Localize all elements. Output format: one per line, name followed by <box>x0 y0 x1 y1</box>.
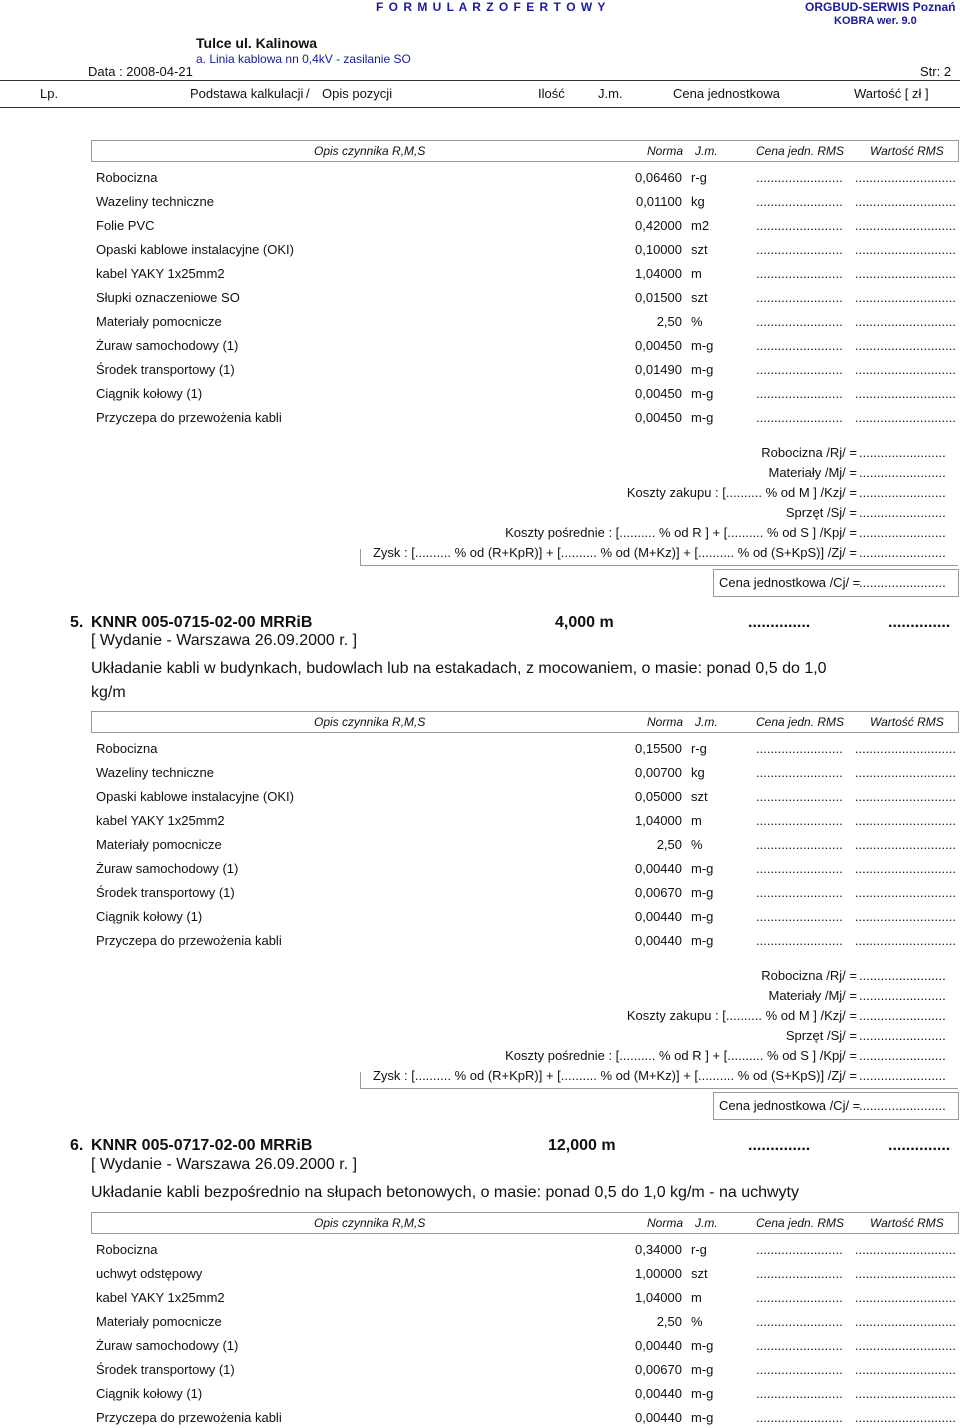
rms-row-name: Materiały pomocnicze <box>96 314 222 329</box>
rms-row-price: ........................ <box>756 789 843 804</box>
rms-row-price: ........................ <box>756 765 843 780</box>
rms-row-norm: 0,10000 <box>635 242 682 257</box>
summary-zysk: Zysk : [.......... % od (R+KpR)] + [.......... % od (M+Kz)] + [.......... % od (S+KpS)] /Zj/ = <box>372 545 857 560</box>
rms-row-price: ........................ <box>756 1266 843 1281</box>
rms-row <box>96 384 956 404</box>
summary-koszty-posrednie: Koszty pośrednie : [.......... % od R ] + [.......... % od S ] /Kpj/ = <box>505 525 857 540</box>
rms-row-unit: m <box>691 813 702 828</box>
rms-col-cena: Cena jedn. RMS <box>756 715 845 729</box>
rms-row-price: ........................ <box>756 314 843 329</box>
position-edition: [ Wydanie - Warszawa 26.09.2000 r. ] <box>91 1156 358 1173</box>
col-basis: Podstawa kalkulacji <box>190 86 304 101</box>
rms-row-price: ........................ <box>756 1242 843 1257</box>
rms-row-price: ........................ <box>756 885 843 900</box>
rms-row-price: ........................ <box>756 386 843 401</box>
rms-row-price: ........................ <box>756 338 843 353</box>
rms-row <box>96 811 956 831</box>
position-number: 5. <box>70 614 84 631</box>
position-value: .............. <box>888 614 951 631</box>
rms-row-norm: 0,42000 <box>635 218 682 233</box>
rms-row-price: ........................ <box>756 242 843 257</box>
rms-row-price: ........................ <box>756 741 843 756</box>
summary-sprzet: Sprzęt /Sj/ = <box>785 1028 857 1043</box>
position-code: KNNR 005-0717-02-00 MRRiB <box>91 1137 313 1154</box>
rms-row-price: ........................ <box>756 837 843 852</box>
rms-row <box>96 360 956 380</box>
position-unit-price: .............. <box>748 1137 811 1154</box>
rms-row <box>96 931 956 951</box>
rms-row-value: ............................ <box>854 218 956 233</box>
project-title: Tulce ul. Kalinowa <box>196 35 318 51</box>
rms-row-value: ............................ <box>854 1338 956 1353</box>
software-version: KOBRA wer. 9.0 <box>834 15 917 27</box>
rms-row-value: ............................ <box>854 813 956 828</box>
rms-row <box>96 763 956 783</box>
rms-row-unit: % <box>691 837 703 852</box>
rms-row-name: Wazeliny techniczne <box>96 194 215 209</box>
rms-row-norm: 0,00440 <box>635 1386 682 1401</box>
rms-row-name: kabel YAKY 1x25mm2 <box>96 1290 225 1305</box>
col-slash: / <box>306 86 310 101</box>
rms-col-jm: J.m. <box>695 1216 718 1230</box>
rms-row-norm: 1,04000 <box>635 266 682 281</box>
rms-row-unit: m-g <box>691 933 714 948</box>
rms-row-value: ............................ <box>854 1362 956 1377</box>
rms-row-unit: m-g <box>691 338 714 353</box>
summary-bracket <box>360 549 958 566</box>
rms-row-norm: 0,01490 <box>635 362 682 377</box>
summary-sprzet: Sprzęt /Sj/ = <box>785 505 857 520</box>
rms-col-opis: Opis czynnika R,M,S <box>314 715 426 729</box>
rms-row-name: Słupki oznaczeniowe SO <box>96 290 240 305</box>
summary-koszty-posrednie: Koszty pośrednie : [.......... % od R ] + [.......... % od S ] /Kpj/ = <box>505 1048 857 1063</box>
col-desc: Opis pozycji <box>322 86 393 101</box>
rms-row-price: ........................ <box>756 266 843 281</box>
rms-row-unit: m-g <box>691 386 714 401</box>
rms-row-value: ............................ <box>854 933 956 948</box>
rms-row-unit: % <box>691 1314 703 1329</box>
page-number: Str: 2 <box>920 64 952 79</box>
rms-row-name: Folie PVC <box>96 218 155 233</box>
summary-koszty-zakupu-value: ........................ <box>859 1008 946 1023</box>
rms-col-wartosc: Wartość RMS <box>870 715 944 729</box>
rms-row <box>96 312 956 332</box>
rms-row-value: ............................ <box>854 338 956 353</box>
rms-row-name: Robocizna <box>96 741 158 756</box>
rms-row <box>96 1288 956 1308</box>
rms-row-norm: 0,00670 <box>635 885 682 900</box>
summary-materialy-value: ........................ <box>859 465 946 480</box>
document-date: Data : 2008-04-21 <box>88 64 193 79</box>
rms-row-name: Opaski kablowe instalacyjne (OKI) <box>96 242 294 257</box>
rms-row <box>96 1384 956 1404</box>
rms-row-price: ........................ <box>756 194 843 209</box>
unit-price-value: ........................ <box>859 1098 946 1113</box>
rms-row-name: Przyczepa do przewożenia kabli <box>96 410 282 425</box>
rms-row-unit: m2 <box>691 218 710 233</box>
rms-row <box>96 1336 956 1356</box>
rms-row-norm: 0,00450 <box>635 338 682 353</box>
form-title: F O R M U L A R Z O F E R T O W Y <box>376 0 607 14</box>
rms-row-name: Materiały pomocnicze <box>96 837 222 852</box>
rms-row-unit: szt <box>691 789 708 804</box>
position-number: 6. <box>70 1137 84 1154</box>
col-qty: Ilość <box>538 86 565 101</box>
rms-row-value: ............................ <box>854 290 956 305</box>
rms-row-norm: 0,34000 <box>635 1242 682 1257</box>
rms-row-norm: 1,04000 <box>635 1290 682 1305</box>
rms-row <box>96 168 956 188</box>
rms-row-name: Ciągnik kołowy (1) <box>96 909 203 924</box>
rms-row <box>96 787 956 807</box>
rms-row-norm: 0,00440 <box>635 909 682 924</box>
rms-row-price: ........................ <box>756 1362 843 1377</box>
rms-row-value: ............................ <box>854 242 956 257</box>
rms-row <box>96 1312 956 1332</box>
rms-row <box>96 264 956 284</box>
rms-row-value: ............................ <box>854 194 956 209</box>
rms-row-name: Żuraw samochodowy (1) <box>96 861 239 876</box>
rms-row-name: Środek transportowy (1) <box>96 362 235 377</box>
col-unit: J.m. <box>598 86 623 101</box>
rms-row-norm: 1,04000 <box>635 813 682 828</box>
rms-row <box>96 1360 956 1380</box>
rms-row <box>96 835 956 855</box>
rms-row-price: ........................ <box>756 861 843 876</box>
rms-row-norm: 0,01500 <box>635 290 682 305</box>
rms-table-header <box>91 140 959 162</box>
rms-row-name: Ciągnik kołowy (1) <box>96 1386 203 1401</box>
summary-zysk: Zysk : [.......... % od (R+KpR)] + [.......... % od (M+Kz)] + [.......... % od (S+KpS)] /Zj/ = <box>372 1068 857 1083</box>
rms-row-unit: kg <box>691 194 705 209</box>
rms-row-name: Ciągnik kołowy (1) <box>96 386 203 401</box>
rms-row-value: ............................ <box>854 410 956 425</box>
position-unit-price: .............. <box>748 614 811 631</box>
rms-row-value: ............................ <box>854 1386 956 1401</box>
col-lp: Lp. <box>40 86 59 101</box>
position-code: KNNR 005-0715-02-00 MRRiB <box>91 614 313 631</box>
unit-price-label: Cena jednostkowa /Cj/ = <box>719 1098 861 1113</box>
rms-row-unit: m-g <box>691 909 714 924</box>
rms-row-unit: szt <box>691 1266 708 1281</box>
summary-materialy: Materiały /Mj/ = <box>768 988 857 1003</box>
summary-robocizna-value: ........................ <box>859 968 946 983</box>
rms-row <box>96 192 956 212</box>
rms-row-norm: 0,00440 <box>635 1338 682 1353</box>
col-value: Wartość [ zł ] <box>854 86 929 101</box>
rms-row-value: ............................ <box>854 1266 956 1281</box>
rms-row-norm: 0,01100 <box>635 194 682 209</box>
rms-row-value: ............................ <box>854 170 956 185</box>
rms-row-name: Robocizna <box>96 1242 158 1257</box>
rms-col-norma: Norma <box>647 144 684 158</box>
rms-row-name: Materiały pomocnicze <box>96 1314 222 1329</box>
rms-row-value: ............................ <box>854 1242 956 1257</box>
rms-col-wartosc: Wartość RMS <box>870 144 944 158</box>
rms-row <box>96 216 956 236</box>
rms-row-norm: 0,00450 <box>635 410 682 425</box>
rms-row-norm: 0,00670 <box>635 1362 682 1377</box>
summary-zysk-value: ........................ <box>859 1068 946 1083</box>
rms-row-norm: 0,06460 <box>635 170 682 185</box>
rms-row-unit: m-g <box>691 1410 714 1425</box>
position-description: Układanie kabli bezpośrednio na słupach betonowych, o masie: ponad 0,5 do 1,0 kg/m - na uchwyty <box>91 1184 799 1201</box>
rms-col-cena: Cena jedn. RMS <box>756 1216 845 1230</box>
rms-row-name: Przyczepa do przewożenia kabli <box>96 1410 282 1425</box>
position-edition: [ Wydanie - Warszawa 26.09.2000 r. ] <box>91 632 358 649</box>
rms-row-norm: 0,05000 <box>635 789 682 804</box>
rms-col-norma: Norma <box>647 715 684 729</box>
rms-row-norm: 0,00440 <box>635 861 682 876</box>
rms-row-name: Żuraw samochodowy (1) <box>96 338 239 353</box>
summary-robocizna: Robocizna /Rj/ = <box>761 445 857 460</box>
rms-row-price: ........................ <box>756 362 843 377</box>
rms-row-price: ........................ <box>756 170 843 185</box>
rms-row-unit: m-g <box>691 861 714 876</box>
rms-row-price: ........................ <box>756 909 843 924</box>
rms-row-unit: % <box>691 314 703 329</box>
rms-row <box>96 240 956 260</box>
rms-row <box>96 1264 956 1284</box>
summary-zysk-value: ........................ <box>859 545 946 560</box>
rms-row-value: ............................ <box>854 789 956 804</box>
rms-row <box>96 408 956 428</box>
rms-row-norm: 0,00700 <box>635 765 682 780</box>
summary-koszty-zakupu-value: ........................ <box>859 485 946 500</box>
rms-row-price: ........................ <box>756 410 843 425</box>
rms-row-name: Robocizna <box>96 170 158 185</box>
summary-robocizna: Robocizna /Rj/ = <box>761 968 857 983</box>
col-unit-price: Cena jednostkowa <box>673 86 780 101</box>
summary-koszty-zakupu: Koszty zakupu : [.......... % od M ] /Kzj/ = <box>626 1008 857 1023</box>
position-quantity: 4,000 m <box>555 614 614 631</box>
rms-row-norm: 2,50 <box>656 314 682 329</box>
rms-row-unit: szt <box>691 290 708 305</box>
rms-row-price: ........................ <box>756 1314 843 1329</box>
summary-robocizna-value: ........................ <box>859 445 946 460</box>
rms-row-value: ............................ <box>854 1314 956 1329</box>
subproject-title: a. Linia kablowa nn 0,4kV - zasilanie SO <box>196 52 411 66</box>
rms-col-wartosc: Wartość RMS <box>870 1216 944 1230</box>
rms-row-price: ........................ <box>756 813 843 828</box>
rms-row-norm: 0,00450 <box>635 386 682 401</box>
rms-row-unit: m-g <box>691 362 714 377</box>
rms-row-price: ........................ <box>756 933 843 948</box>
rms-row-name: kabel YAKY 1x25mm2 <box>96 813 225 828</box>
rms-row-unit: r-g <box>691 170 707 185</box>
rms-row-name: Żuraw samochodowy (1) <box>96 1338 239 1353</box>
rms-row-unit: m-g <box>691 1386 714 1401</box>
rms-row-value: ............................ <box>854 362 956 377</box>
unit-price-value: ........................ <box>859 575 946 590</box>
summary-sprzet-value: ........................ <box>859 505 946 520</box>
rms-row-price: ........................ <box>756 218 843 233</box>
position-value: .............. <box>888 1137 951 1154</box>
summary-materialy: Materiały /Mj/ = <box>768 465 857 480</box>
rms-row-price: ........................ <box>756 1290 843 1305</box>
rms-row-unit: szt <box>691 242 708 257</box>
rms-row-value: ............................ <box>854 765 956 780</box>
rms-col-opis: Opis czynnika R,M,S <box>314 1216 426 1230</box>
rms-row-price: ........................ <box>756 1338 843 1353</box>
rms-row-unit: m <box>691 266 702 281</box>
rms-row-name: kabel YAKY 1x25mm2 <box>96 266 225 281</box>
position-description: Układanie kabli w budynkach, budowlach lub na estakadach, z mocowaniem, o masie: ponad 0,5 do 1,0 <box>91 660 827 677</box>
rms-row-norm: 2,50 <box>656 1314 682 1329</box>
rms-row-value: ............................ <box>854 314 956 329</box>
rms-row-price: ........................ <box>756 1386 843 1401</box>
rms-col-jm: J.m. <box>695 144 718 158</box>
rms-row-name: Środek transportowy (1) <box>96 1362 235 1377</box>
summary-bracket <box>360 1072 958 1089</box>
rms-col-opis: Opis czynnika R,M,S <box>314 144 426 158</box>
rms-row <box>96 336 956 356</box>
rms-row-name: Wazeliny techniczne <box>96 765 215 780</box>
rms-row-value: ............................ <box>854 1290 956 1305</box>
rms-row-unit: m <box>691 1290 702 1305</box>
rms-row-unit: kg <box>691 765 705 780</box>
rms-row <box>96 288 956 308</box>
rms-row-value: ............................ <box>854 909 956 924</box>
rms-col-norma: Norma <box>647 1216 684 1230</box>
rms-row-name: Środek transportowy (1) <box>96 885 235 900</box>
rms-row-value: ............................ <box>854 386 956 401</box>
rms-row <box>96 1240 956 1260</box>
rms-table-header <box>91 1212 959 1234</box>
rms-row-value: ............................ <box>854 837 956 852</box>
rms-row-unit: m-g <box>691 885 714 900</box>
rms-row-unit: r-g <box>691 1242 707 1257</box>
rms-row <box>96 907 956 927</box>
rms-col-jm: J.m. <box>695 715 718 729</box>
rms-row <box>96 883 956 903</box>
rms-row-name: uchwyt odstępowy <box>96 1266 203 1281</box>
position-description-cont: kg/m <box>91 684 126 701</box>
rms-table-header <box>91 711 959 733</box>
rms-row-norm: 0,15500 <box>635 741 682 756</box>
rms-row-value: ............................ <box>854 266 956 281</box>
rms-row-unit: m-g <box>691 1362 714 1377</box>
rms-row-norm: 2,50 <box>656 837 682 852</box>
rms-row-norm: 1,00000 <box>635 1266 682 1281</box>
rms-row-norm: 0,00440 <box>635 1410 682 1425</box>
rms-row-unit: m-g <box>691 410 714 425</box>
company-name: ORGBUD-SERWIS Poznań <box>805 0 956 14</box>
rms-row-unit: m-g <box>691 1338 714 1353</box>
position-quantity: 12,000 m <box>548 1137 616 1154</box>
rms-row-price: ........................ <box>756 290 843 305</box>
summary-sprzet-value: ........................ <box>859 1028 946 1043</box>
rms-row-name: Przyczepa do przewożenia kabli <box>96 933 282 948</box>
summary-materialy-value: ........................ <box>859 988 946 1003</box>
rms-row-price: ........................ <box>756 1410 843 1425</box>
summary-koszty-posrednie-value: ........................ <box>859 1048 946 1063</box>
rms-row-value: ............................ <box>854 741 956 756</box>
rms-row <box>96 1408 956 1428</box>
rms-row-unit: r-g <box>691 741 707 756</box>
column-header-bar <box>0 80 960 108</box>
unit-price-label: Cena jednostkowa /Cj/ = <box>719 575 861 590</box>
summary-koszty-zakupu: Koszty zakupu : [.......... % od M ] /Kzj/ = <box>626 485 857 500</box>
summary-koszty-posrednie-value: ........................ <box>859 525 946 540</box>
rms-row-norm: 0,00440 <box>635 933 682 948</box>
rms-row-value: ............................ <box>854 1410 956 1425</box>
rms-row <box>96 739 956 759</box>
rms-row-name: Opaski kablowe instalacyjne (OKI) <box>96 789 294 804</box>
rms-row <box>96 859 956 879</box>
rms-col-cena: Cena jedn. RMS <box>756 144 845 158</box>
rms-row-value: ............................ <box>854 885 956 900</box>
rms-row-value: ............................ <box>854 861 956 876</box>
